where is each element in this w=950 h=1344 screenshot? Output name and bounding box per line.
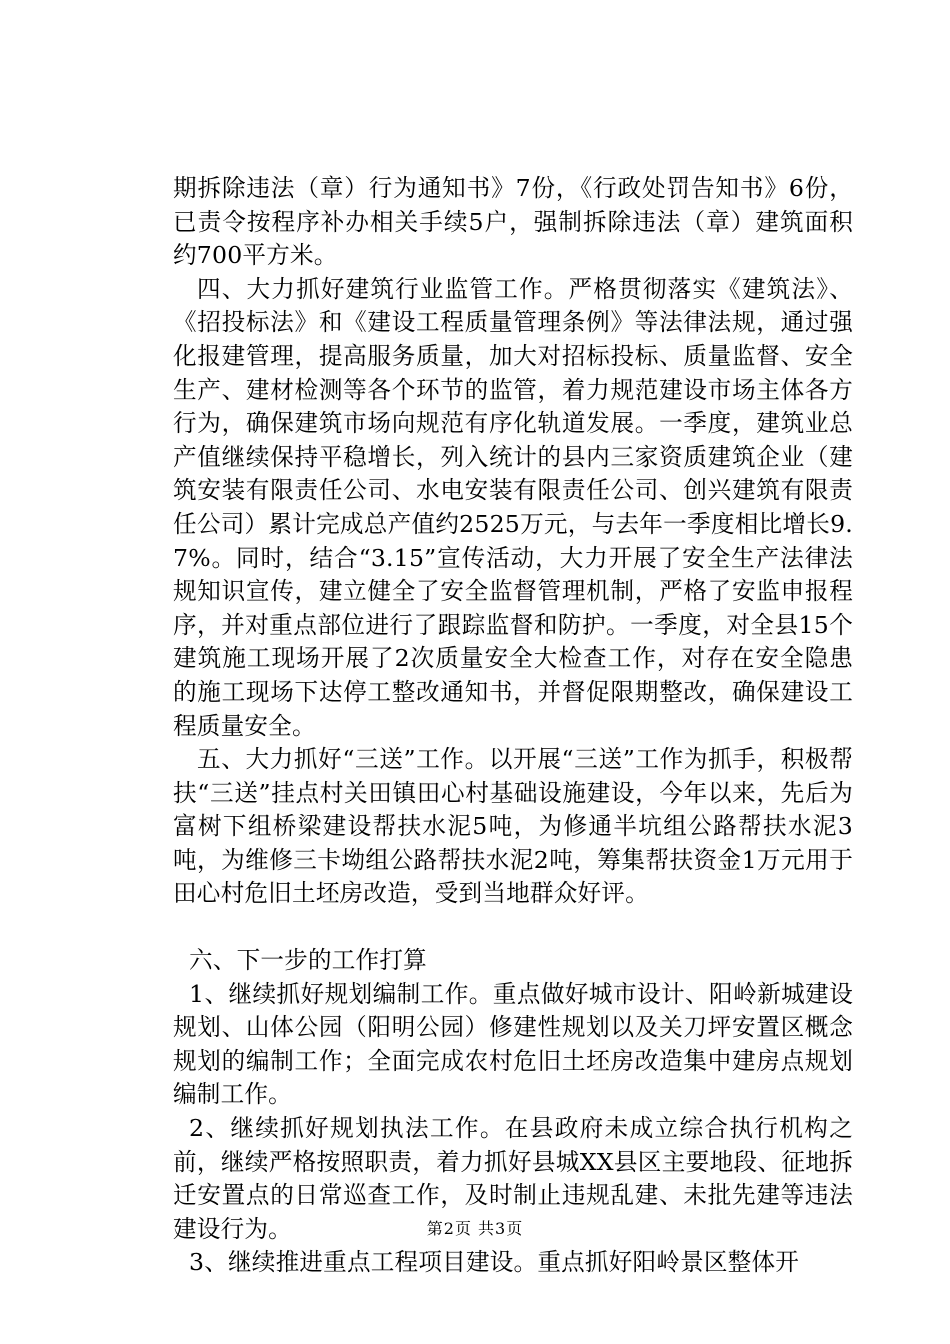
paragraph-plan-item-3: 3、继续推进重点工程项目建设。重点抓好阳岭景区整体开	[189, 1248, 800, 1277]
paragraph-gap	[173, 911, 853, 944]
page-number-footer: 第2页 共3页	[426, 1219, 524, 1238]
paragraph-plan-item-2: 2、继续抓好规划执法工作。在县政府未成立综合执行机构之前，继续严格按照职责，着力抓好县城XX县区主要地段、征地拆迁安置点的日常巡查工作，及时制止违规乱建、未批先建等违法建设行为。	[173, 1114, 853, 1243]
document-body	[173, 172, 853, 1280]
paragraph-three-sends: 五、大力抓好“三送”工作。以开展“三送”工作为抓手，积极帮扶“三送”挂点村关田镇田心村基础设施建设，今年以来，先后为富树下组桥梁建设帮扶水泥5吨，为修通半坑组公路帮扶水泥3吨，为维修三卡坳组公路帮扶水泥2吨，筹集帮扶资金1万元用于田心村危旧土坯房改造，受到当地群众好评。	[173, 745, 853, 908]
paragraph-plan-item-1: 1、继续抓好规划编制工作。重点做好城市设计、阳岭新城建设规划、山体公园（阳明公园）修建性规划以及关刀坪安置区概念规划的编制工作；全面完成农村危旧土坯房改造集中建房点规划编制工作。	[173, 979, 853, 1109]
section-heading-next-steps: 六、下一步的工作打算	[189, 946, 427, 975]
paragraph-construction-supervision: 四、大力抓好建筑行业监管工作。严格贯彻落实《建筑法》、《招投标法》和《建设工程质量管理条例》等法律法规，通过强化报建管理，提高服务质量，加大对招标投标、质量监督、安全生产、建材检测等各个环节的监管，着力规范建设市场主体各方行为，确保建筑市场向规范有序化轨道发展。一季度，建筑业总产值继续保持平稳增长，列入统计的县内三家资质建筑企业（建筑安装有限责任公司、水电安装有限责任公司、创兴建筑有限责任公司）累计完成总产值约2525万元，与去年一季度相比增长9.7%。同时，结合“3.15”宣传活动，大力开展了安全生产法律法规知识宣传，建立健全了安全监督管理机制，严格了安监申报程序，并对重点部位进行了跟踪监督和防护。一季度，对全县15个建筑施工现场开展了2次质量安全大检查工作，对存在安全隐患的施工现场下达停工整改通知书，并督促限期整改，确保建设工程质量安全。	[173, 274, 853, 740]
paragraph-enforcement-tail: 期拆除违法（章）行为通知书》7份，《行政处罚告知书》6份，已责令按程序补办相关手续5户，强制拆除违法（章）建筑面积约700平方米。	[173, 174, 853, 270]
